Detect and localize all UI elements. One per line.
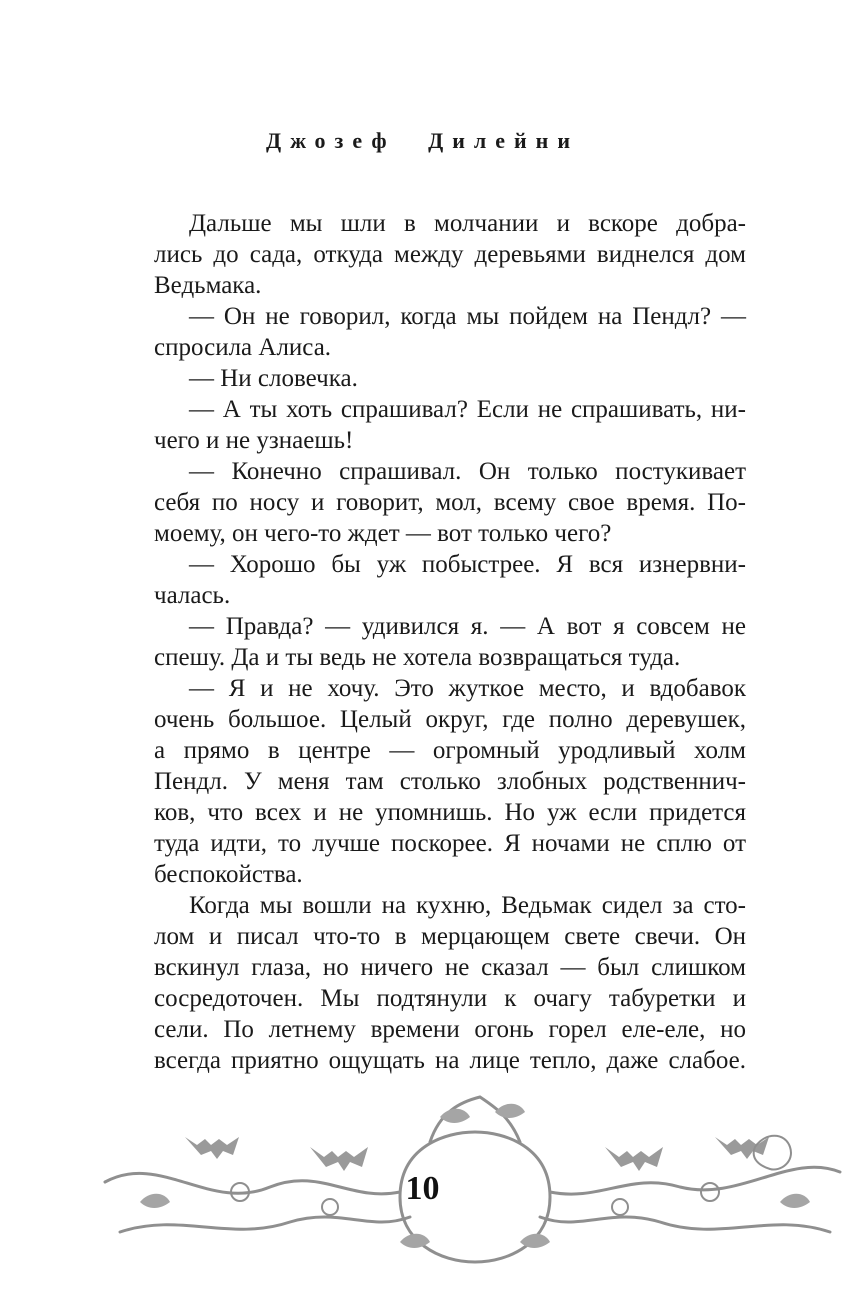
leaf-icon — [495, 1104, 525, 1118]
paragraph — [154, 363, 746, 394]
paragraph — [154, 394, 746, 456]
text-line: а прямо в центре — огромный уродливый холм — [154, 737, 746, 764]
text-line: туда идти, то лучше поскорее. Я ночами не сплю от — [154, 830, 746, 857]
text-line: — Правда? — удивился я. — А вот я совсем не — [189, 613, 746, 640]
vine-right-lower — [540, 1217, 830, 1232]
text-line: сосредоточен. Мы подтянули к очагу табуретки и — [154, 985, 746, 1012]
text-line: чалась. — [154, 582, 231, 609]
paragraph — [154, 208, 746, 301]
text-line: очень большое. Целый округ, где полно деревушек, — [154, 706, 746, 733]
running-head: Джозеф Дилейни — [265, 128, 580, 153]
text-line: Ведьмака. — [154, 272, 262, 299]
paragraph — [154, 611, 746, 673]
leaf-icon — [440, 1109, 470, 1123]
text-line: беспокойства. — [154, 861, 303, 888]
text-line: лись до сада, откуда между деревьями виднелся дом — [154, 241, 746, 268]
text-line: моему, он чего-то ждет — вот только чего? — [154, 520, 612, 547]
page-number: 10 — [405, 1170, 440, 1207]
text-line: — Ни словечка. — [189, 365, 358, 392]
paragraph — [154, 673, 746, 890]
text-line: лом и писал что-то в мерцающем свете свечи. Он — [154, 923, 746, 950]
text-line: спросила Алиса. — [154, 334, 332, 361]
bat-icon — [310, 1147, 368, 1171]
text-line: ков, что всех и не упомнишь. Но уж если придется — [154, 799, 746, 826]
text-line: — А ты хоть спрашивал? Если не спрашивать, ни- — [189, 396, 746, 423]
bat-icon — [605, 1147, 663, 1171]
text-line: — Хорошо бы уж побыстрее. Я вся изнервни- — [189, 551, 746, 578]
text-line: чего и не узнаешь! — [154, 427, 354, 454]
text-line: — Я и не хочу. Это жуткое место, и вдобавок — [189, 675, 746, 702]
paragraph — [154, 456, 746, 549]
text-line: — Он не говорил, когда мы пойдем на Пендл? — — [189, 303, 746, 330]
text-line: себя по носу и говорит, мол, всему свое время. По- — [154, 489, 746, 516]
vine-left-lower — [120, 1217, 410, 1232]
text-line: Пендл. У меня там столько злобных родственнич- — [154, 768, 746, 795]
text-line: сели. По летнему времени огонь горел еле-еле, но — [154, 1016, 746, 1043]
paragraph — [154, 301, 746, 363]
text-line: всегда приятно ощущать на лице тепло, даже слабое. — [154, 1047, 746, 1074]
text-line: Дальше мы шли в молчании и вскоре добра- — [189, 210, 746, 237]
text-line: спешу. Да и ты ведь не хотела возвращаться туда. — [154, 644, 681, 671]
paragraph — [154, 890, 746, 1076]
body-text — [154, 208, 746, 1076]
text-line: — Конечно спрашивал. Он только постукивает — [189, 458, 746, 485]
bat-icon — [185, 1137, 239, 1159]
text-line: вскинул глаза, но ничего не сказал — был слишком — [154, 954, 746, 981]
paragraph — [154, 549, 746, 611]
text-line: Когда мы вошли на кухню, Ведьмак сидел за сто- — [189, 892, 746, 919]
bat-icons — [185, 1137, 769, 1171]
